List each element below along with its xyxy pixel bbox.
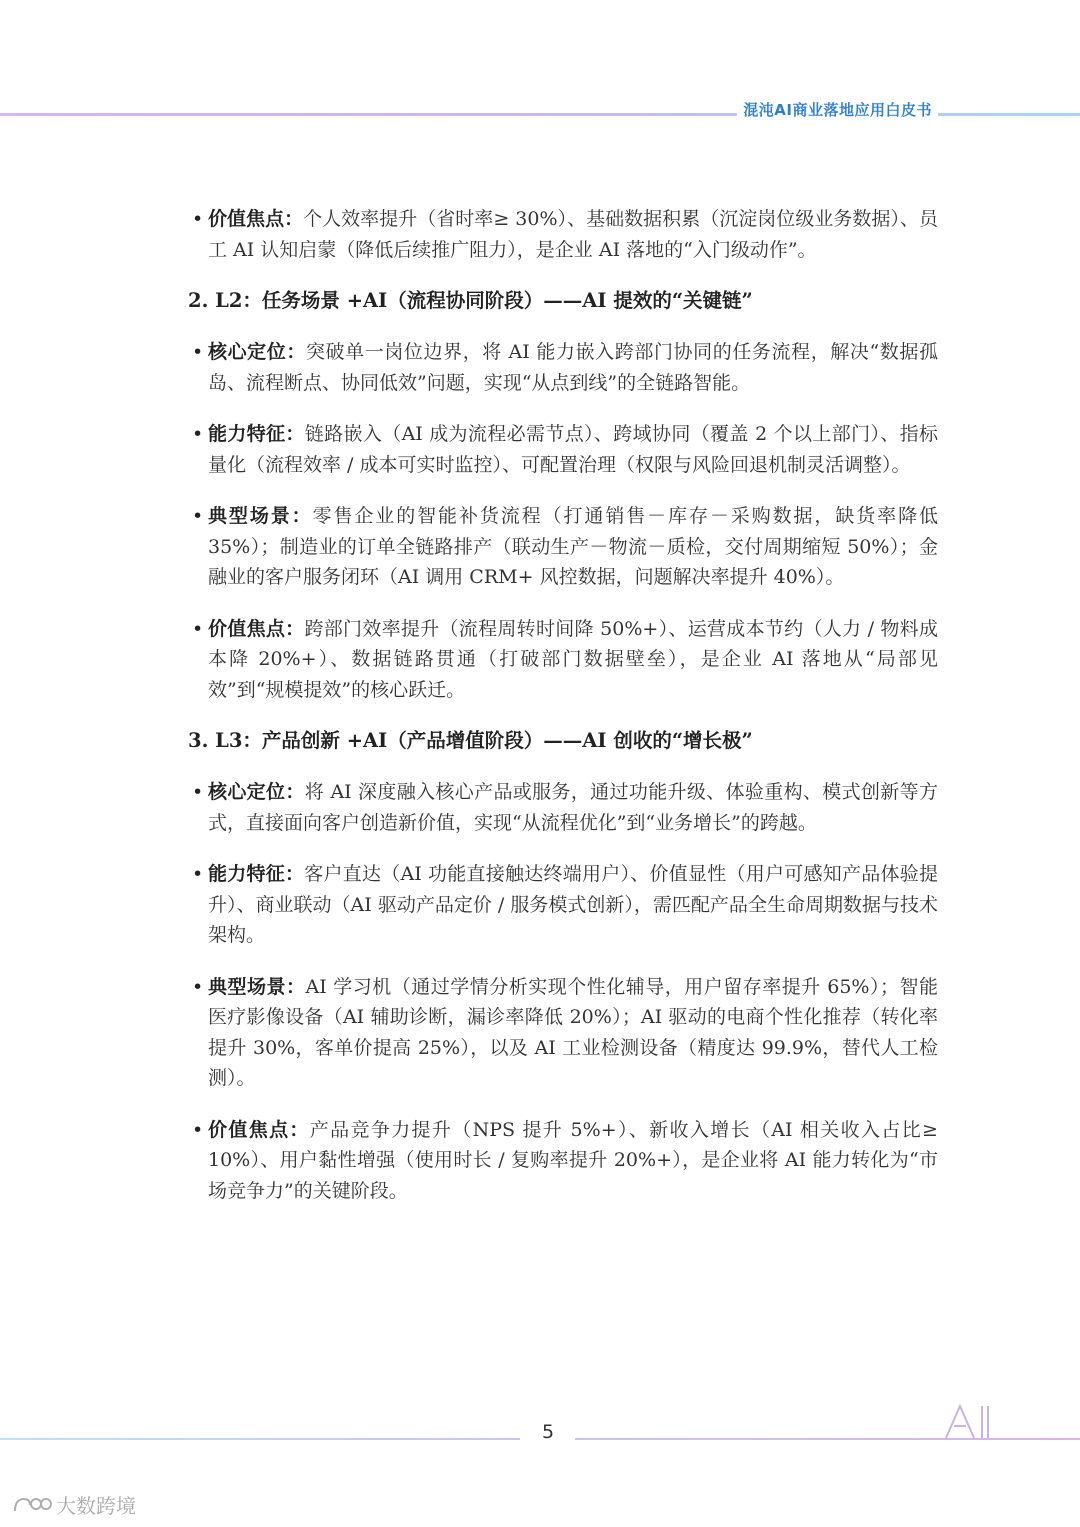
list-item (188, 614, 938, 706)
page-number: 5 (541, 1421, 555, 1443)
list-item (188, 501, 938, 593)
item-text: 零售企业的智能补货流程（打通销售－库存－采购数据，缺货率降低 35%）；制造业的订单全链路排产（联动生产－物流－质检，交付周期缩短 50%）；金融业的客户服务闭环（AI 调用 CRM+ 风控数据，问题解决率提升 40%）。 (208, 505, 938, 588)
item-text: 跨部门效率提升（流程周转时间降 50%+）、运营成本节约（人力 / 物料成本降 20%+）、数据链路贯通（打破部门数据壁垒），是企业 AI 落地从“局部见效”到“规模提效”的核心跃迁。 (208, 617, 938, 701)
item-text: 链路嵌入（AI 成为流程必需节点）、跨域协同（覆盖 2 个以上部门）、指标量化（流程效率 / 成本可实时监控）、可配置治理（权限与风险回退机制灵活调整）。 (208, 423, 938, 476)
item-label: 核心定位： (208, 781, 305, 803)
footer-divider-left (0, 1438, 520, 1440)
watermark-logo-icon (12, 1493, 52, 1517)
list-item (188, 777, 938, 838)
item-label: 价值焦点： (208, 1118, 310, 1141)
document-title: 混沌AI商业落地应用白皮书 (737, 99, 938, 120)
item-text: 客户直达（AI 功能直接触达终端用户）、价值显性（用户可感知产品体验提升）、商业联动（AI 驱动产品定价 / 服务模式创新），需匹配产品全生命周期数据与技术架构。 (208, 863, 938, 946)
section-heading-l2: 2. L2：任务场景 +AI（流程协同阶段）——AI 提效的“关键链” (188, 289, 753, 312)
page-content (188, 204, 938, 1227)
list-item (188, 859, 938, 951)
item-label: 能力特征： (208, 863, 305, 885)
item-label: 典型场景： (208, 975, 306, 998)
list-item (188, 419, 938, 480)
item-text: 个人效率提升（省时率≥ 30%）、基础数据积累（沉淀岗位级业务数据）、员工 AI 认知启蒙（降低后续推广阻力），是企业 AI 落地的“入门级动作”。 (208, 208, 938, 261)
item-text: 突破单一岗位边界，将 AI 能力嵌入跨部门协同的任务流程，解决“数据孤岛、流程断点、协同低效”问题，实现“从点到线”的全链路智能。 (208, 341, 938, 394)
item-text: AI 学习机（通过学情分析实现个性化辅导，用户留存率提升 65%）；智能医疗影像设备（AI 辅助诊断，漏诊率降低 20%）；AI 驱动的电商个性化推荐（转化率提升 30%，客单价提高 25%），以及 AI 工业检测设备（精度达 99.9%，替代人工检测）。 (208, 975, 938, 1089)
item-label: 典型场景： (208, 505, 313, 527)
watermark-text: 大数跨境 (56, 1494, 136, 1518)
item-text: 将 AI 深度融入核心产品或服务，通过功能升级、体验重构、模式创新等方式，直接面向客户创造新价值，实现“从流程优化”到“业务增长”的跨越。 (208, 781, 938, 834)
item-text: 产品竞争力提升（NPS 提升 5%+）、新收入增长（AI 相关收入占比≥ 10%）、用户黏性增强（使用时长 / 复购率提升 20%+），是企业将 AI 能力转化为“市场竞争力”的关键阶段。 (208, 1118, 938, 1202)
list-item (188, 337, 938, 398)
list-item (188, 972, 938, 1094)
list-item (188, 204, 938, 265)
item-label: 价值焦点： (208, 208, 304, 230)
watermark (12, 1490, 136, 1519)
footer-divider-right (575, 1438, 1080, 1440)
list-item (188, 1115, 938, 1207)
section-heading-l3: 3. L3：产品创新 +AI（产品增值阶段）——AI 创收的“增长极” (188, 729, 753, 752)
item-label: 能力特征： (208, 423, 305, 445)
item-label: 核心定位： (208, 341, 306, 363)
ai-logo-icon (940, 1402, 1000, 1442)
item-label: 价值焦点： (208, 617, 305, 640)
